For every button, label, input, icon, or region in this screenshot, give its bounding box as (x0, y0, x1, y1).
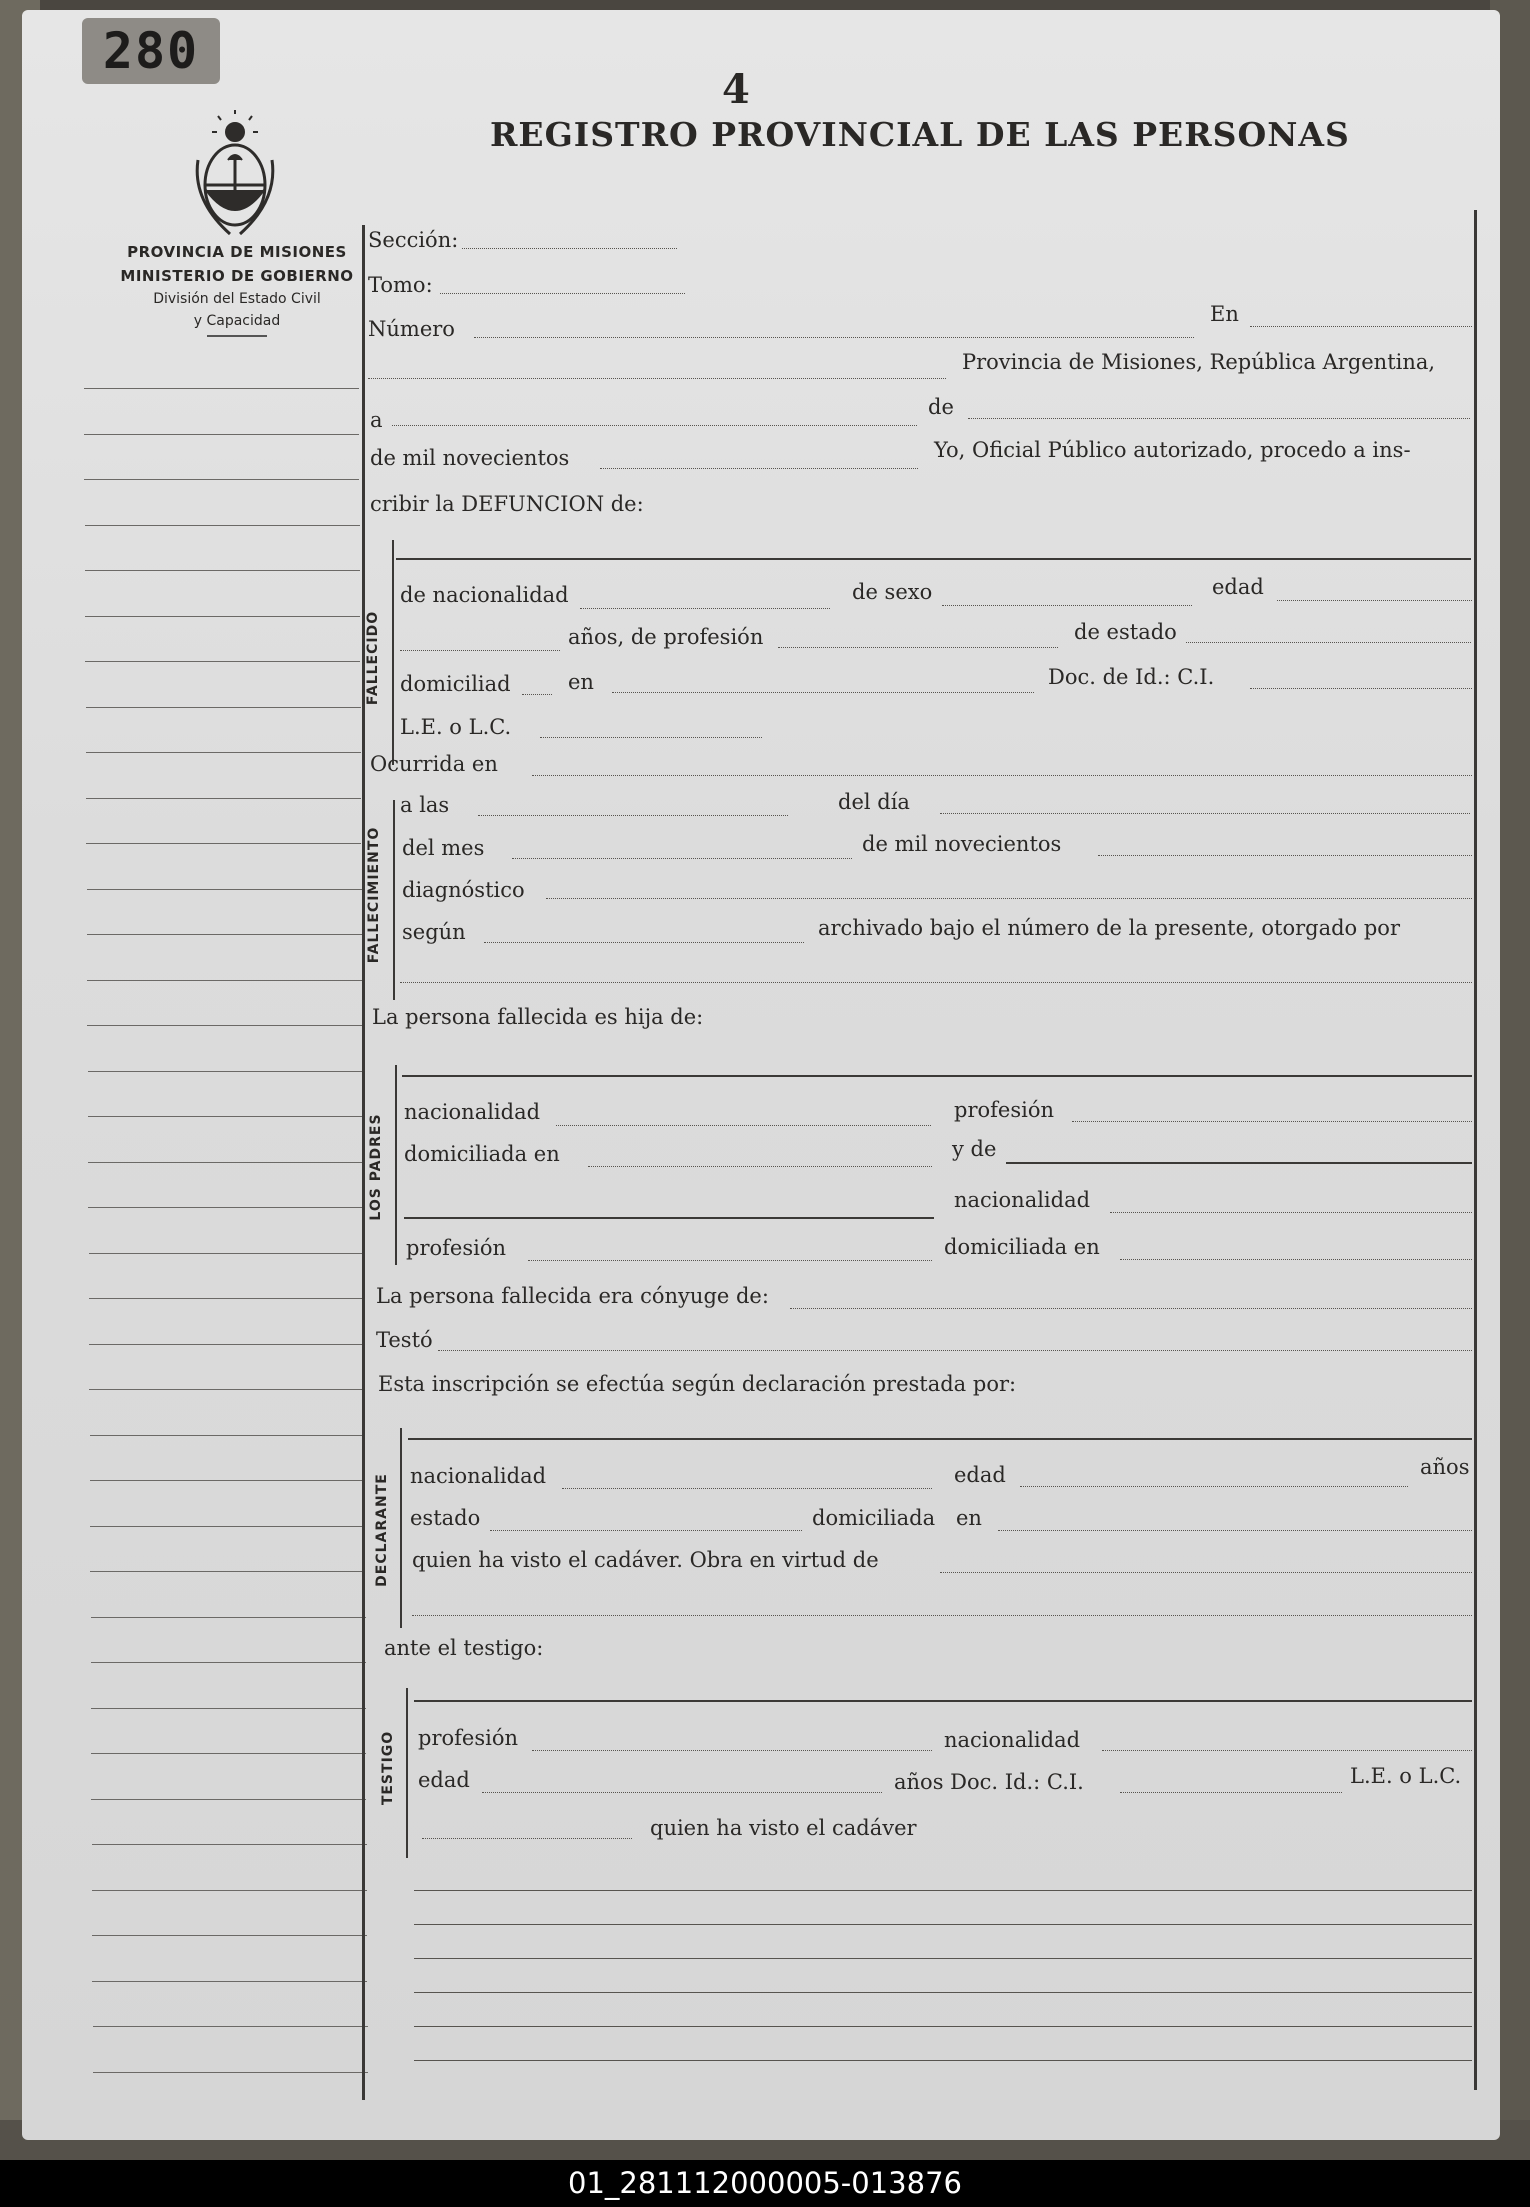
margin-note-line[interactable] (89, 1253, 364, 1254)
folio-stamp: 280 (82, 18, 220, 84)
field-estado-fallecido[interactable] (1186, 642, 1471, 643)
bracket-declarante (400, 1428, 402, 1628)
field-de[interactable] (968, 418, 1470, 419)
field-en[interactable] (1250, 326, 1472, 327)
authority-capacity: y Capacidad (193, 313, 281, 329)
margin-note-line[interactable] (90, 1435, 365, 1436)
field-nacionalidad-madre[interactable] (1110, 1212, 1472, 1213)
document-title: REGISTRO PROVINCIAL DE LAS PERSONAS (490, 115, 1350, 154)
field-anio-fallecimiento[interactable] (1098, 855, 1472, 856)
field-testo[interactable] (438, 1350, 1472, 1351)
field-le-lc[interactable] (540, 737, 762, 738)
label-en-fallecido: en (568, 670, 594, 694)
label-domiciliada-en-madre: domiciliada en (944, 1235, 1100, 1259)
notes-line[interactable] (414, 1992, 1472, 1993)
label-de: de (928, 395, 954, 419)
margin-note-line[interactable] (88, 1071, 363, 1072)
label-de-estado: de estado (1074, 620, 1177, 644)
field-conyuge[interactable] (790, 1308, 1472, 1309)
field-nombre-fallecido[interactable] (396, 558, 1471, 560)
field-localidad[interactable] (368, 378, 946, 379)
label-segun: según (402, 920, 466, 944)
label-provincia: Provincia de Misiones, República Argentina, (962, 350, 1436, 374)
margin-note-line[interactable] (93, 2072, 368, 2073)
field-nombre-madre-inicio[interactable] (1006, 1162, 1472, 1164)
label-en: En (1210, 302, 1239, 326)
issuing-authority (92, 240, 382, 337)
argentine-coat-of-arms-icon (190, 110, 280, 238)
field-edad-declarante[interactable] (1020, 1486, 1408, 1487)
authority-underline (207, 335, 267, 337)
margin-divider (362, 225, 365, 2100)
field-lugar-defuncion[interactable] (532, 775, 1472, 776)
label-quien-ha-visto-declarante: quien ha visto el cadáver. Obra en virtud de (412, 1548, 879, 1572)
margin-note-line[interactable] (88, 1207, 363, 1208)
field-estado-declarante[interactable] (490, 1530, 802, 1531)
field-doc-id[interactable] (1250, 688, 1472, 689)
field-anos-fallecido[interactable] (400, 650, 560, 651)
label-le-lc: L.E. o L.C. (400, 715, 512, 739)
margin-note-line[interactable] (91, 1662, 366, 1663)
margin-note-line[interactable] (90, 1526, 365, 1527)
margin-note-line[interactable] (86, 707, 361, 708)
margin-note-line[interactable] (91, 1753, 366, 1754)
authority-province: PROVINCIA DE MISIONES (127, 243, 347, 261)
label-nacionalidad-padre: nacionalidad (404, 1100, 541, 1124)
bracket-testigo (406, 1688, 408, 1858)
field-le-lc-testigo[interactable] (422, 1838, 632, 1839)
margin-note-line[interactable] (89, 1298, 364, 1299)
field-diagnostico[interactable] (546, 898, 1472, 899)
field-declarante-extra[interactable] (412, 1615, 1472, 1616)
label-nacionalidad-declarante: nacionalidad (410, 1464, 547, 1488)
notes-line[interactable] (414, 1890, 1472, 1891)
field-profesion-padre[interactable] (1072, 1121, 1472, 1122)
label-edad-fallecido: edad (1212, 575, 1264, 599)
margin-note-line[interactable] (85, 661, 360, 662)
label-inscripcion: Esta inscripción se efectúa según declaración prestada por: (378, 1372, 1017, 1396)
label-anos-doc-testigo: años Doc. Id.: C.I. (894, 1770, 1084, 1794)
image-caption: 01_281112000005-013876 (568, 2166, 962, 2200)
margin-note-line[interactable] (85, 570, 360, 571)
field-edad-testigo[interactable] (482, 1792, 882, 1793)
margin-note-line[interactable] (87, 934, 362, 935)
field-nacionalidad-testigo[interactable] (1102, 1750, 1472, 1751)
label-anos-de-profesion: años, de profesión (568, 625, 764, 649)
field-nombre-madre[interactable] (404, 1217, 934, 1219)
field-edad-fallecido[interactable] (1277, 600, 1472, 601)
margin-note-line[interactable] (89, 1389, 364, 1390)
field-otorgado-por[interactable] (400, 982, 1472, 983)
field-segun[interactable] (484, 942, 804, 943)
label-domiciliada-declarante: domiciliada (812, 1506, 936, 1530)
bracket-padres (395, 1065, 397, 1265)
field-sexo[interactable] (942, 605, 1192, 606)
notes-line[interactable] (414, 1958, 1472, 1959)
label-profesion-madre: profesión (406, 1236, 506, 1260)
margin-note-line[interactable] (92, 1844, 367, 1845)
label-y-de: y de (952, 1137, 997, 1161)
label-cribir-defuncion: cribir la DEFUNCION de: (370, 492, 644, 516)
label-le-lc-testigo: L.E. o L.C. (1350, 1764, 1462, 1788)
field-dia[interactable] (940, 813, 1470, 814)
field-domiciliad-suffix[interactable] (522, 694, 552, 695)
label-hija-de: La persona fallecida es hija de: (372, 1005, 704, 1029)
label-numero: Número (368, 317, 455, 341)
margin-note-line[interactable] (87, 980, 362, 981)
field-nombre-declarante[interactable] (408, 1438, 1472, 1440)
margin-note-line[interactable] (85, 525, 360, 526)
field-nacionalidad-padre[interactable] (556, 1125, 931, 1126)
label-domiciliad: domiciliad (400, 672, 511, 696)
label-tomo: Tomo: (368, 273, 433, 297)
label-en-declarante: en (956, 1506, 982, 1530)
field-doc-id-testigo[interactable] (1120, 1792, 1342, 1793)
label-profesion-padre: profesión (954, 1098, 1054, 1122)
margin-note-line[interactable] (86, 798, 361, 799)
label-de-mil-novecientos-2: de mil novecientos (862, 832, 1062, 856)
field-nombre-padre[interactable] (402, 1075, 1472, 1077)
field-numero[interactable] (474, 337, 1194, 338)
margin-note-line[interactable] (86, 752, 361, 753)
margin-note-line[interactable] (86, 843, 361, 844)
field-profesion-madre[interactable] (528, 1260, 932, 1261)
margin-note-line[interactable] (91, 1617, 366, 1618)
field-obra-en-virtud[interactable] (940, 1572, 1472, 1573)
margin-note-line[interactable] (87, 889, 362, 890)
label-a: a (370, 408, 383, 432)
authority-division: División del Estado Civil (153, 291, 321, 307)
label-ocurrida-en: Ocurrida en (370, 752, 498, 776)
field-domicilio-padre[interactable] (588, 1166, 932, 1167)
field-anio[interactable] (600, 468, 918, 469)
label-testo: Testó (376, 1328, 433, 1352)
margin-note-line[interactable] (92, 1890, 367, 1891)
field-nombre-testigo[interactable] (414, 1700, 1472, 1702)
margin-note-line[interactable] (84, 434, 359, 435)
margin-note-line[interactable] (84, 388, 359, 389)
margin-note-line[interactable] (92, 1981, 367, 1982)
margin-note-line[interactable] (87, 1025, 362, 1026)
margin-note-line[interactable] (88, 1116, 363, 1117)
label-a-las: a las (400, 793, 450, 817)
field-mes[interactable] (512, 858, 852, 859)
page-number: 4 (722, 66, 750, 113)
label-seccion: Sección: (368, 228, 459, 252)
margin-note-line[interactable] (93, 2026, 368, 2027)
label-conyuge-de: La persona fallecida era cónyuge de: (376, 1284, 769, 1308)
label-quien-ha-visto-testigo: quien ha visto el cadáver (650, 1816, 917, 1840)
notes-line[interactable] (414, 2060, 1472, 2061)
label-anos-declarante: años (1420, 1455, 1470, 1479)
field-profesion-testigo[interactable] (532, 1750, 932, 1751)
field-nacionalidad-declarante[interactable] (562, 1488, 932, 1489)
document-page: 280 4 REGISTRO PROVINCIAL DE LAS PERSONAS PROVINCIA DE MISIONES MINISTERIO DE GOBIERNO División del Estado Civil y Capacidad FALLECIDO FALLECIMIENTO LOS PADRES DECLARANTE TESTIGO Sección: Tomo: Número En Provincia de Misiones, República Argentina, a de de mil novecientos Yo, Oficial Público autorizado, procedo a ins- cribir la DEFUNCION de: de nacionalidad de sexo edad años, de profesión de estado domiciliad en Doc. de Id.: C.I. L.E. o L.C. Ocurrida en a las del día del mes de mil novecientos diagnóstico según archivado bajo el número de la presente, otorgado por La persona fallecida es hija de: nacionalidad profesión domiciliada en y de nacionalidad profesión domiciliada en La persona fallecida era cónyuge de: Testó Esta inscripción se efectúa según declaración prestada por: nacionalidad edad años estado domiciliada en quien ha visto el cadáver. Obra en virtud de ante el testigo: profesión nacionalidad edad años Doc. Id.: C.I. L.E. o L.C. quien ha visto el cadáver (22, 10, 1500, 2140)
bracket-fallecimiento (393, 800, 395, 1000)
margin-note-line[interactable] (89, 1344, 364, 1345)
label-de-mil-novecientos: de mil novecientos (370, 446, 570, 470)
label-de-sexo: de sexo (852, 580, 933, 604)
right-border (1474, 210, 1477, 2090)
label-archivado: archivado bajo el número de la presente, otorgado por (818, 916, 1400, 940)
margin-note-line[interactable] (84, 479, 359, 480)
label-yo-oficial: Yo, Oficial Público autorizado, procedo a ins- (934, 438, 1411, 462)
notes-line[interactable] (414, 1924, 1472, 1925)
field-a[interactable] (392, 425, 917, 426)
field-tomo[interactable] (440, 293, 685, 294)
notes-line[interactable] (414, 2026, 1472, 2027)
margin-note-line[interactable] (85, 616, 360, 617)
bracket-fallecido (392, 540, 394, 765)
field-domicilio-declarante[interactable] (998, 1530, 1472, 1531)
label-diagnostico: diagnóstico (402, 878, 525, 902)
field-seccion[interactable] (462, 248, 677, 249)
label-doc-id: Doc. de Id.: C.I. (1048, 665, 1215, 689)
label-del-mes: del mes (402, 836, 485, 860)
field-domicilio-fallecido[interactable] (612, 692, 1034, 693)
field-nacionalidad-fallecido[interactable] (580, 608, 830, 609)
label-ante-testigo: ante el testigo: (384, 1636, 544, 1660)
margin-note-line[interactable] (90, 1571, 365, 1572)
margin-note-line[interactable] (91, 1799, 366, 1800)
margin-note-line[interactable] (91, 1708, 366, 1709)
label-domiciliada-en: domiciliada en (404, 1142, 560, 1166)
label-estado-declarante: estado (410, 1506, 481, 1530)
authority-ministry: MINISTERIO DE GOBIERNO (120, 267, 354, 285)
label-nacionalidad-madre: nacionalidad (954, 1188, 1091, 1212)
label-del-dia: del día (838, 790, 910, 814)
label-de-nacionalidad: de nacionalidad (400, 583, 569, 607)
label-edad-declarante: edad (954, 1463, 1006, 1487)
label-nacionalidad-testigo: nacionalidad (944, 1728, 1081, 1752)
margin-note-line[interactable] (90, 1480, 365, 1481)
field-domicilio-madre[interactable] (1120, 1259, 1472, 1260)
margin-note-line[interactable] (88, 1162, 363, 1163)
label-profesion-testigo: profesión (418, 1726, 518, 1750)
field-hora[interactable] (478, 815, 788, 816)
label-edad-testigo: edad (418, 1768, 470, 1792)
field-profesion-fallecido[interactable] (778, 647, 1058, 648)
margin-note-line[interactable] (92, 1935, 367, 1936)
